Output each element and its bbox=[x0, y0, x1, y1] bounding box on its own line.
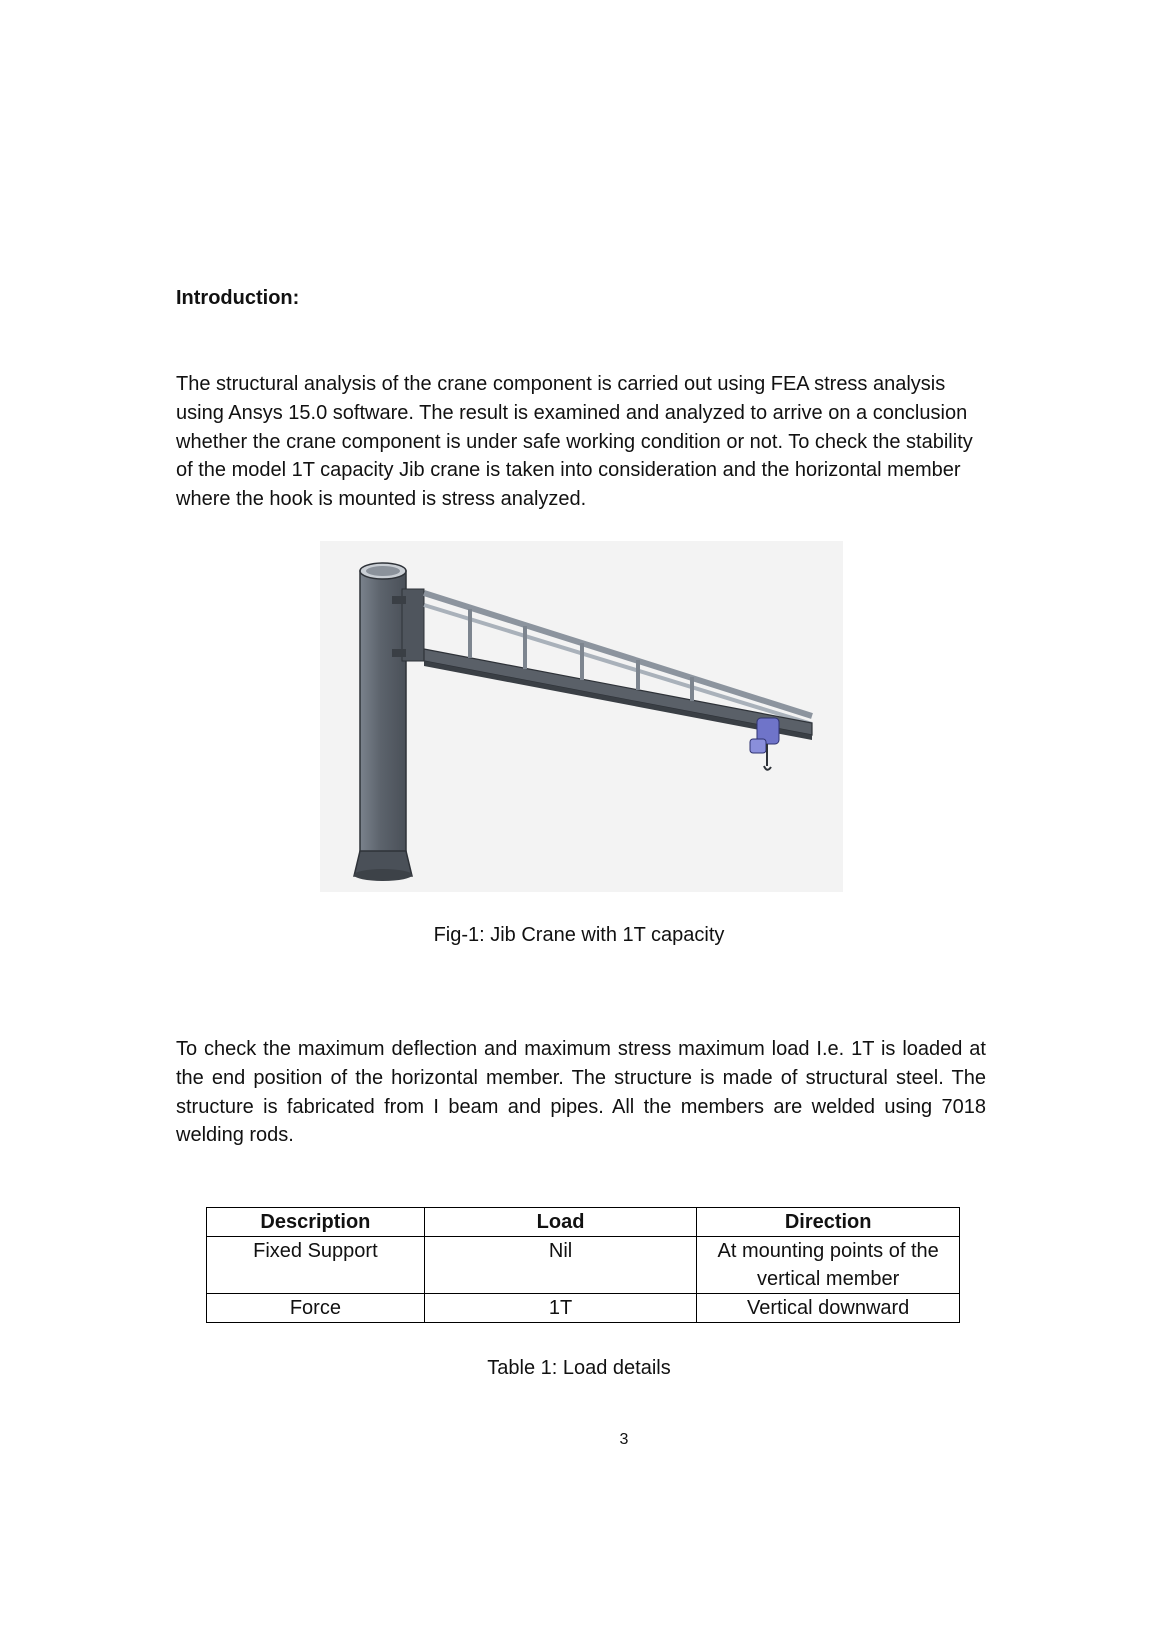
table-cell: Nil bbox=[424, 1237, 697, 1294]
table-cell: Fixed Support bbox=[207, 1237, 425, 1294]
table-row bbox=[207, 1294, 960, 1323]
jib-crane-illustration bbox=[320, 541, 843, 892]
hoist-motor-shape bbox=[750, 739, 766, 753]
table-row bbox=[207, 1237, 960, 1294]
page-number: 3 bbox=[619, 1431, 629, 1448]
bracket-plate-top bbox=[392, 596, 406, 604]
intro-paragraph: The structural analysis of the crane component is carried out using FEA stress analysis using Ansys 15.0 software. The result is examined and analyzed to arrive on a conclusion whether the crane component is under safe working condition or not. To check the stability of the model 1T capacity Jib crane is taken into consideration and the horizontal member where the hook is mounted is stress analyzed. bbox=[176, 373, 973, 511]
base-plate-shape bbox=[354, 869, 412, 881]
pillar-shape bbox=[360, 571, 406, 871]
load-paragraph: To check the maximum deflection and maximum stress maximum load I.e. 1T is loaded at the end position of the horizontal member. The structure is made of structural steel. The structure is fabricated from I beam and pipes. All the members are welded using 7018 welding rods. bbox=[176, 1038, 986, 1147]
table-cell: Vertical downward bbox=[697, 1294, 960, 1323]
bracket-plate-bottom bbox=[392, 649, 406, 657]
load-details-table bbox=[206, 1207, 960, 1323]
table-header-row bbox=[207, 1208, 960, 1237]
table-cell: 1T bbox=[424, 1294, 697, 1323]
table-cell: Force bbox=[207, 1294, 425, 1323]
table-caption: Table 1: Load details bbox=[487, 1357, 671, 1379]
table-header-cell: Load bbox=[424, 1208, 697, 1237]
jib-crane-figure bbox=[320, 541, 843, 892]
hook-icon bbox=[764, 766, 771, 770]
pillar-opening-shape bbox=[366, 566, 400, 576]
section-heading: Introduction: bbox=[176, 287, 300, 309]
table-header-cell: Direction bbox=[697, 1208, 960, 1237]
figure-caption: Fig-1: Jib Crane with 1T capacity bbox=[433, 924, 725, 946]
horizontal-beam-shape bbox=[424, 649, 812, 735]
table-header-cell: Description bbox=[207, 1208, 425, 1237]
table-cell: At mounting points of the vertical member bbox=[697, 1237, 960, 1294]
